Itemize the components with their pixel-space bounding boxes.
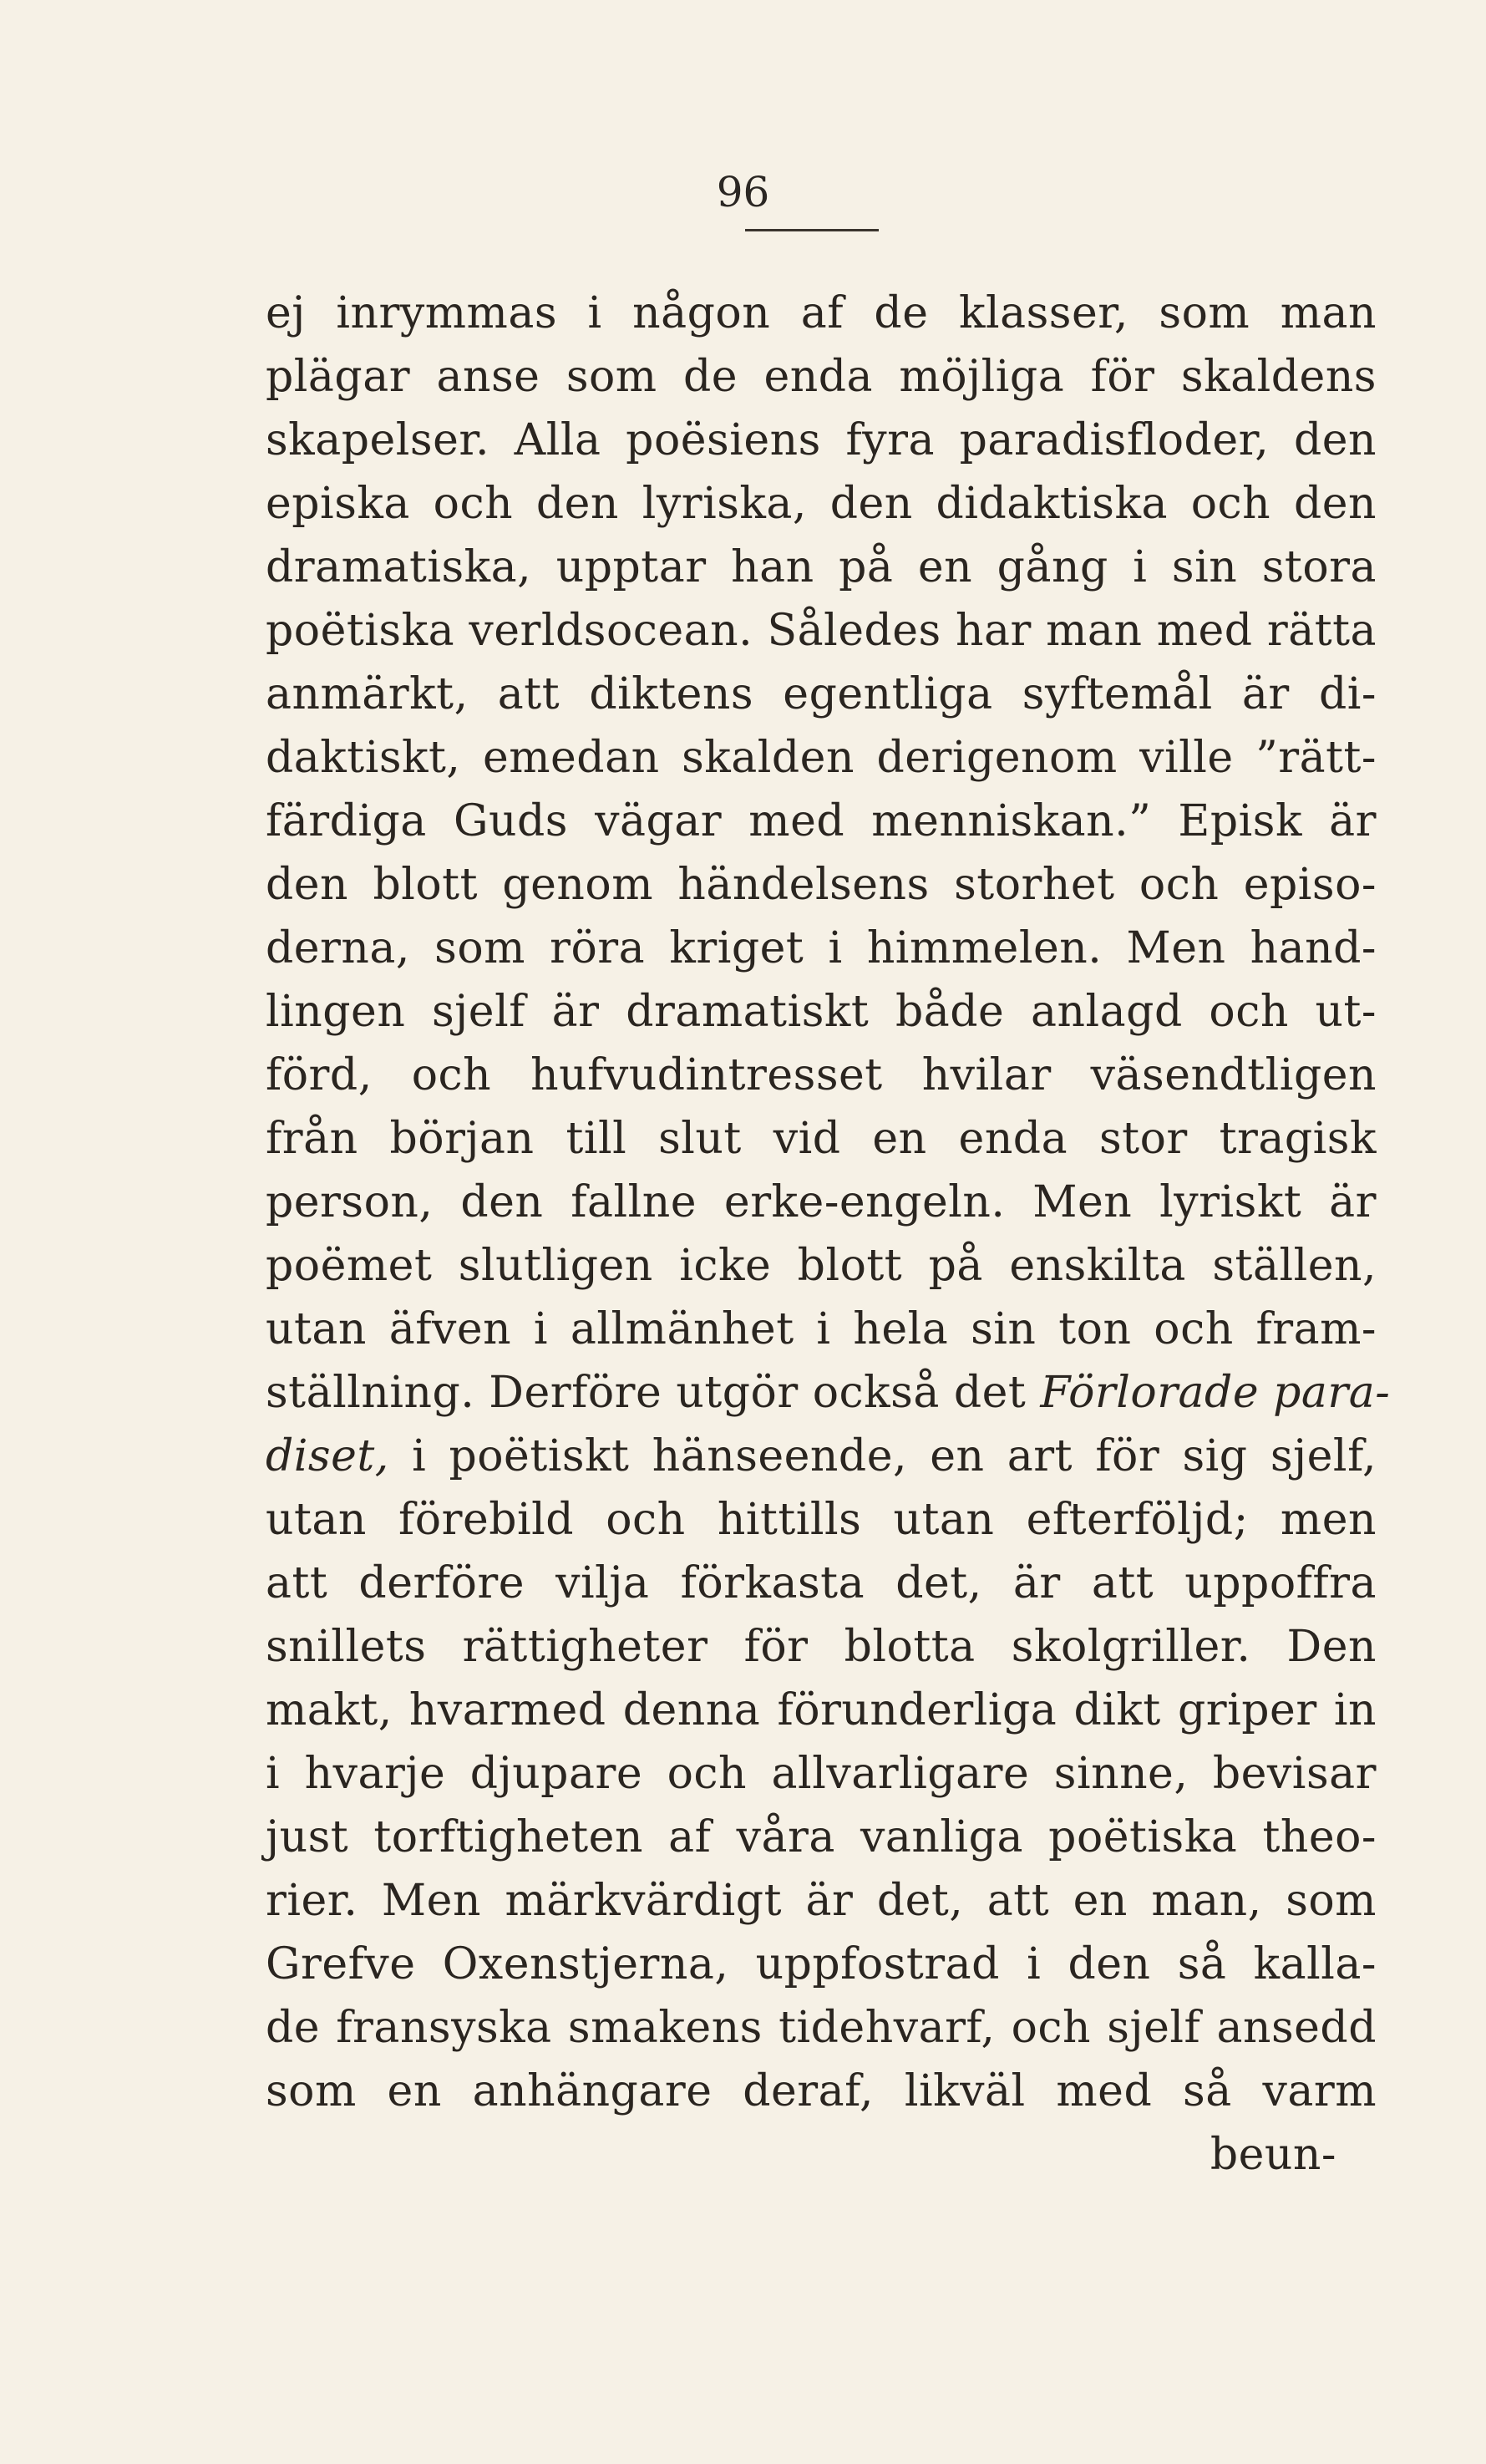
- text-line: rier. Men märkvärdigt är det, att en man, som: [266, 1876, 1377, 1926]
- text-line: daktiskt, emedan skalden derigenom ville ”rätt-: [266, 733, 1377, 783]
- text-line: ej inrymmas i någon af de klasser, som man: [266, 288, 1377, 338]
- text-line: just torftigheten af våra vanliga poëtiska theo-: [266, 1812, 1377, 1862]
- text-line: utan äfven i allmänhet i hela sin ton och fram-: [266, 1304, 1377, 1354]
- book-title-italic: diset,: [266, 1431, 389, 1481]
- body-text: [266, 282, 1391, 2187]
- text-line: makt, hvarmed denna förunderliga dikt griper in: [266, 1685, 1377, 1735]
- catchword: beun-: [1210, 2130, 1336, 2180]
- text-line: Grefve Oxenstjerna, uppfostrad i den så kalla-: [266, 1939, 1377, 1989]
- text-line: de fransyska smakens tidehvarf, och sjelf ansedd: [266, 2003, 1377, 2053]
- text-line: skapelser. Alla poësiens fyra paradisfloder, den: [266, 415, 1377, 465]
- text-segment: i poëtiskt hänseende, en art för sig sjelf,: [388, 1431, 1377, 1481]
- text-line: lingen sjelf är dramatiskt både anlagd och ut-: [266, 987, 1377, 1037]
- text-line: utan förebild och hittills utan efterföljd; men: [266, 1495, 1377, 1545]
- text-segment: ställning. Derföre utgör också det: [266, 1368, 1041, 1418]
- text-line: episka och den lyriska, den didaktiska och den: [266, 479, 1377, 529]
- text-line: derna, som röra kriget i himmelen. Men hand-: [266, 923, 1377, 973]
- text-line: i hvarje djupare och allvarligare sinne, bevisar: [266, 1749, 1377, 1799]
- text-line-with-title: [266, 1425, 1377, 1488]
- page-number-rule: [745, 229, 879, 231]
- text-line: förd, och hufvudintresset hvilar väsendtligen: [266, 1050, 1377, 1100]
- page-number: 96: [716, 168, 770, 216]
- text-line: plägar anse som de enda möjliga för skaldens: [266, 352, 1377, 402]
- text-line-with-title: [266, 1361, 1391, 1425]
- text-line: att derföre vilja förkasta det, är att uppoffra: [266, 1558, 1377, 1608]
- text-line: som en anhängare deraf, likväl med så varm: [266, 2066, 1377, 2116]
- text-line: den blott genom händelsens storhet och episo-: [266, 860, 1377, 910]
- book-title-italic: Förlorade para-: [1040, 1368, 1391, 1418]
- text-line: poëtiska verldsocean. Således har man med rätta: [266, 606, 1377, 656]
- text-line: poëmet slutligen icke blott på enskilta ställen,: [266, 1241, 1377, 1291]
- text-line: från början till slut vid en enda stor tragisk: [266, 1114, 1377, 1164]
- text-line: anmärkt, att diktens egentliga syftemål är di-: [266, 669, 1377, 719]
- text-line: dramatiska, upptar han på en gång i sin stora: [266, 542, 1377, 592]
- text-line: person, den fallne erke-engeln. Men lyriskt är: [266, 1177, 1377, 1227]
- text-line: färdiga Guds vägar med menniskan.” Episk är: [266, 796, 1377, 846]
- text-line: snillets rättigheter för blotta skolgriller. Den: [266, 1622, 1377, 1672]
